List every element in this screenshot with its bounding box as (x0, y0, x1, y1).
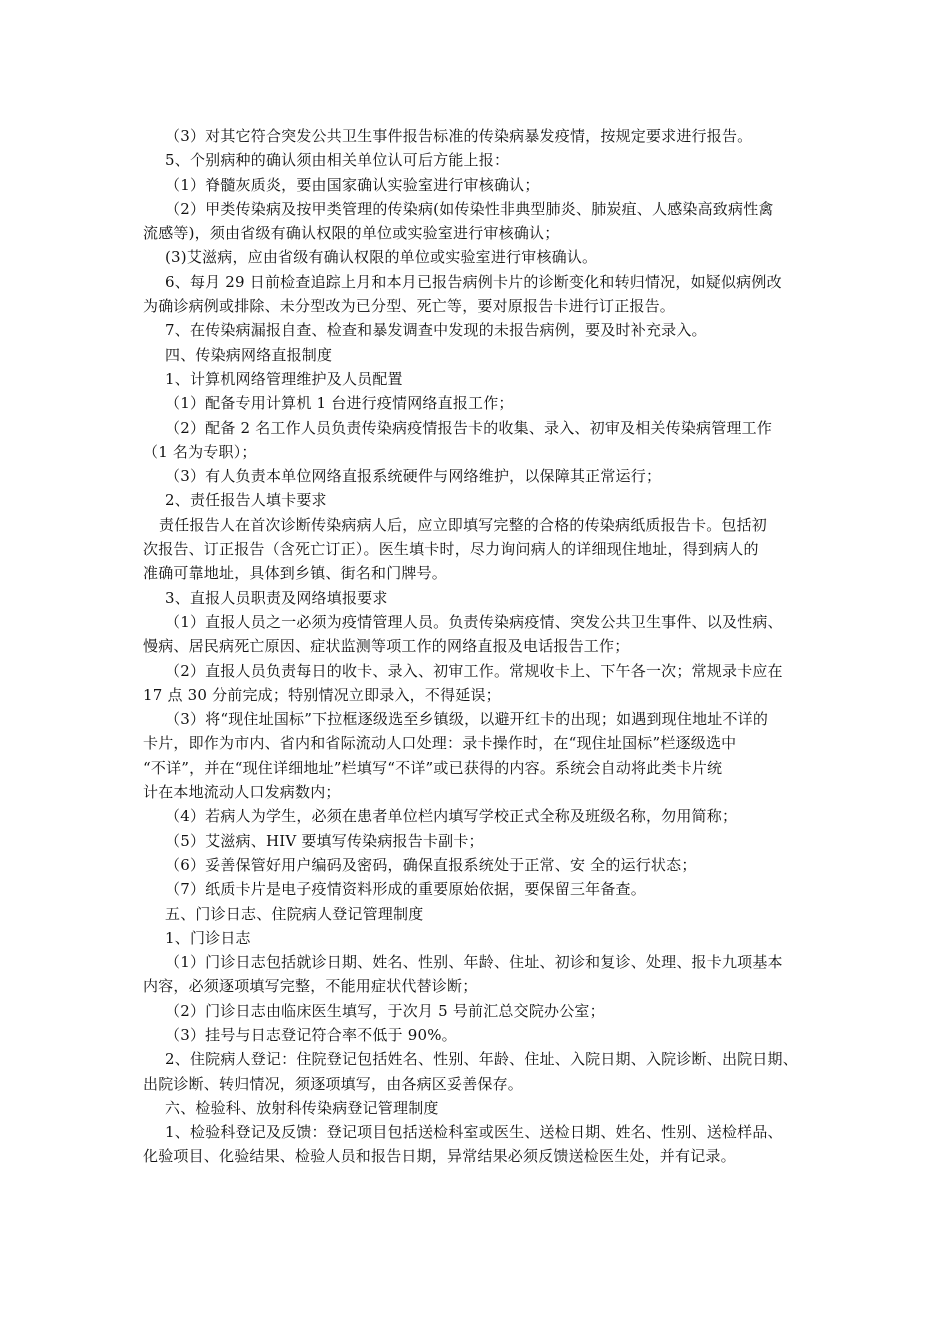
subsection-heading: 1、计算机网络管理维护及人员配置 (165, 369, 403, 388)
text-line: （2）甲类传染病及按甲类管理的传染病(如传染性非典型肺炎、肺炭疽、人感染高致病性禽 (165, 199, 774, 218)
text-line: 为确诊病例或排除、未分型改为已分型、死亡等，要对原报告卡进行订正报告。 (143, 297, 676, 316)
document-body (143, 124, 808, 1169)
text-line: 17 点 30 分前完成；特别情况立即录入，不得延误； (143, 685, 501, 704)
text-line: （4）若病人为学生，必须在患者单位栏内填写学校正式全称及班级名称，勿用简称； (165, 807, 738, 826)
subsection-heading: 1、门诊日志 (165, 928, 251, 947)
text-line: (3)艾滋病，应由省级有确认权限的单位或实验室进行审核确认。 (165, 248, 598, 267)
text-line: （2）直报人员负责每日的收卡、录入、初审工作。常规收卡上、下午各一次；常规录卡应在 (165, 661, 783, 680)
text-line: 1、检验科登记及反馈：登记项目包括送检科室或医生、送检日期、姓名、性别、送检样品、 (165, 1123, 783, 1142)
section-heading-6: 六、检验科、放射科传染病登记管理制度 (165, 1098, 439, 1117)
text-line: （2）配备 2 名工作人员负责传染病疫情报告卡的收集、录入、初审及相关传染病管理工作 (165, 418, 773, 437)
text-line: 卡片，即作为市内、省内和省际流动人口处理：录卡操作时，在“现住址国标”栏逐级选中 (143, 734, 737, 753)
text-line: 准确可靠地址，具体到乡镇、街名和门牌号。 (143, 564, 448, 583)
text-line: （1）门诊日志包括就诊日期、姓名、性别、年龄、住址、初诊和复诊、处理、报卡九项基本 (165, 953, 783, 972)
text-line: 流感等)，须由省级有确认权限的单位或实验室进行审核确认； (143, 224, 560, 243)
section-item-6: 6、每月 29 日前检查追踪上月和本月已报告病例卡片的诊断变化和转归情况，如疑似病例改 (165, 272, 782, 291)
section-heading-5: 五、门诊日志、住院病人登记管理制度 (165, 904, 424, 923)
section-item-5: 5、个别病种的确认须由相关单位认可后方能上报： (165, 151, 510, 170)
text-line: （3）将“现住址国标”下拉框逐级选至乡镇级，以避开红卡的出现；如遇到现住地址不详的 (165, 710, 769, 729)
text-line: （7）纸质卡片是电子疫情资料形成的重要原始依据，要保留三年备查。 (165, 880, 646, 899)
text-line: （1）直报人员之一必须为疫情管理人员。负责传染病疫情、突发公共卫生事件、以及性病、 (165, 612, 783, 631)
text-line: （1 名为专职）； (143, 442, 257, 461)
text-line: （1）配备专用计算机 1 台进行疫情网络直报工作； (165, 394, 514, 413)
text-line: 计在本地流动人口发病数内； (143, 783, 341, 802)
text-line: （3）对其它符合突发公共卫生事件报告标准的传染病暴发疫情，按规定要求进行报告。 (165, 127, 753, 145)
text-line: （3）挂号与日志登记符合率不低于 90%。 (165, 1025, 457, 1044)
text-line: 内容，必须逐项填写完整，不能用症状代替诊断； (143, 977, 478, 996)
text-line: 2、住院病人登记：住院登记包括姓名、性别、年龄、住址、入院日期、入院诊断、出院日期、 (165, 1050, 798, 1069)
text-line: 次报告、订正报告（含死亡订正）。医生填卡时，尽力询问病人的详细现住地址，得到病人的 (143, 540, 759, 559)
subsection-heading: 3、直报人员职责及网络填报要求 (165, 588, 388, 607)
text-line: （1）脊髓灰质炎，要由国家确认实验室进行审核确认； (165, 175, 540, 194)
text-line: 化验项目、化验结果、检验人员和报告日期，异常结果必须反馈送检医生处，并有记录。 (143, 1147, 736, 1166)
text-line: （5）艾滋病、HIV 要填写传染病报告卡副卡； (165, 831, 484, 850)
text-line: （2）门诊日志由临床医生填写，于次月 5 号前汇总交院办公室； (165, 1001, 605, 1020)
text-line: 责任报告人在首次诊断传染病病人后，应立即填写完整的合格的传染病纸质报告卡。包括初 (159, 515, 768, 534)
section-heading-4: 四、传染病网络直报制度 (165, 345, 333, 364)
text-line: “不详”，并在“现住详细地址”栏填写“不详”或已获得的内容。系统会自动将此类卡片统 (143, 758, 723, 777)
text-line: 慢病、居民病死亡原因、症状监测等项工作的网络直报及电话报告工作； (143, 637, 630, 656)
section-item-7: 7、在传染病漏报自查、检查和暴发调查中发现的未报告病例，要及时补充录入。 (165, 321, 707, 340)
text-line: （3）有人负责本单位网络直报系统硬件与网络维护，以保障其正常运行； (165, 467, 662, 486)
text-line: 出院诊断、转归情况，须逐项填写，由各病区妥善保存。 (143, 1074, 524, 1093)
subsection-heading: 2、责任报告人填卡要求 (165, 491, 327, 510)
text-line: （6）妥善保管好用户编码及密码，确保直报系统处于正常、安 全的运行状态； (165, 855, 697, 874)
